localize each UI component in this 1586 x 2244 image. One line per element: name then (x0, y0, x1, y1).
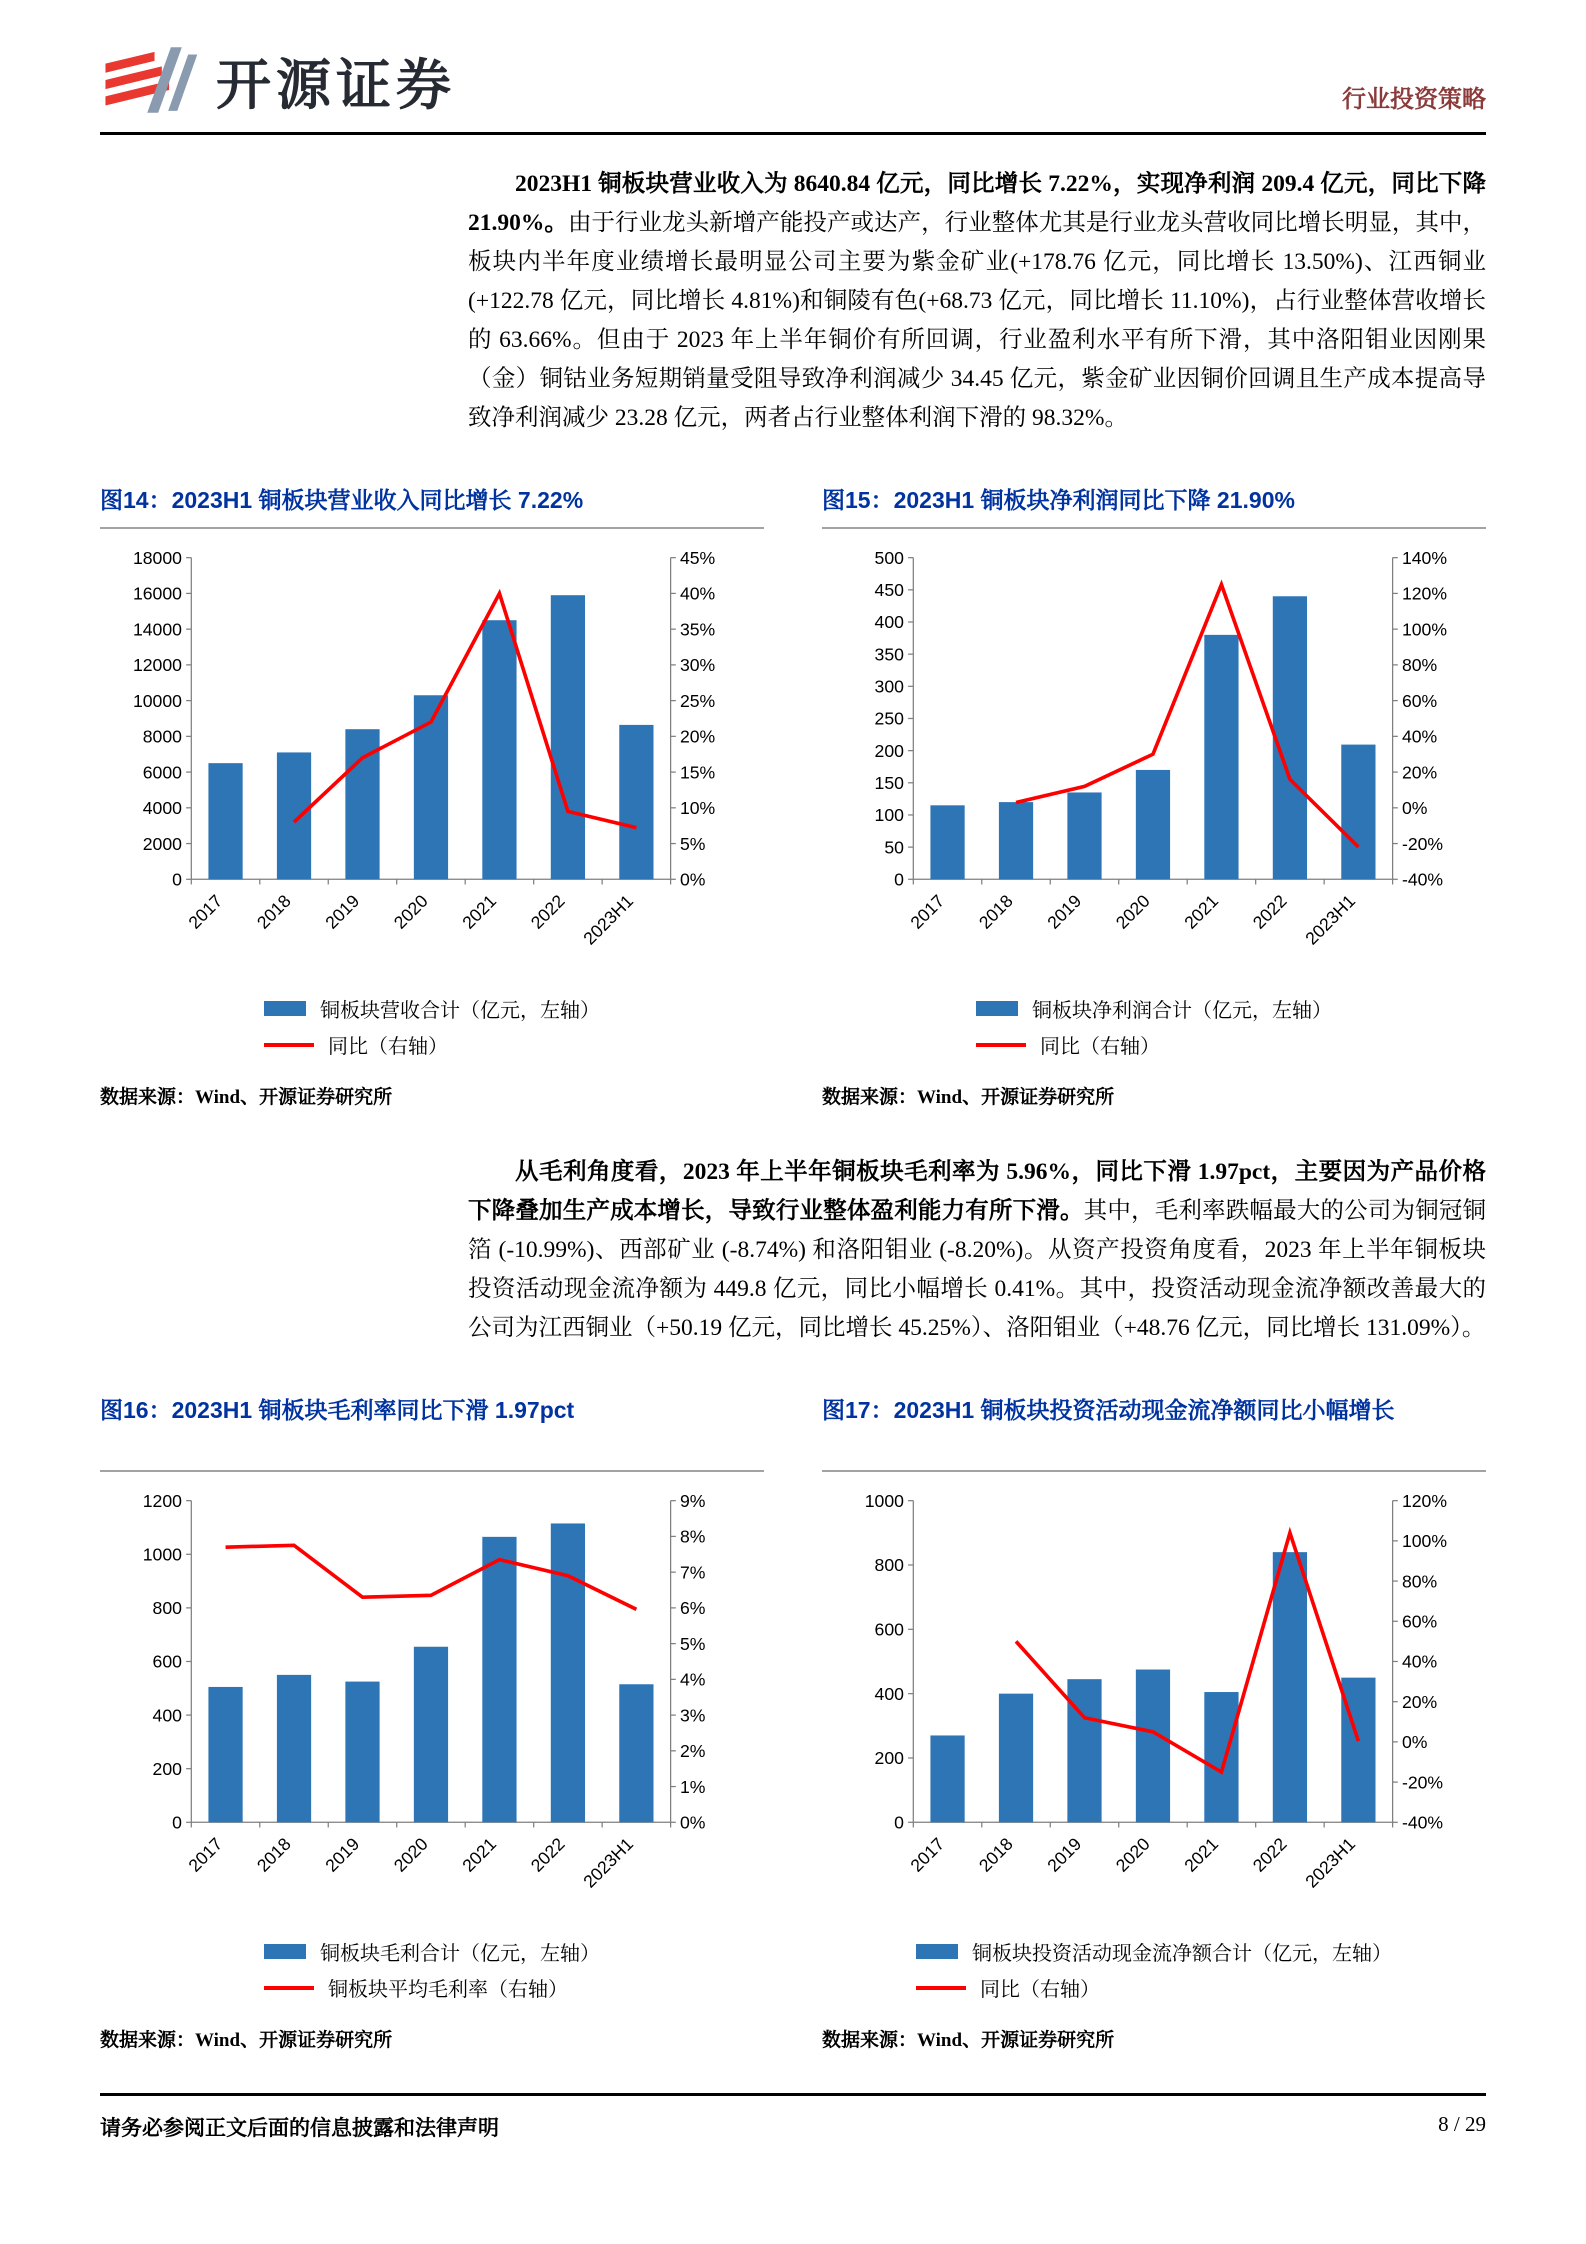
svg-text:10%: 10% (679, 798, 716, 819)
svg-text:0: 0 (894, 869, 904, 890)
svg-text:2021: 2021 (458, 1833, 501, 1876)
svg-text:200: 200 (874, 740, 904, 761)
footer-page-number: 8 / 29 (1438, 2112, 1486, 2136)
paragraph-2-rest: 其中，毛利率跌幅最大的公司为铜冠铜箔 (-10.99%)、西部矿业 (-8.74%) 和洛阳钼业 (-8.20%)。从资产投资角度看，2023 年上半年铜板块投资活动现金流净额为 449.8 亿元，同比小幅增长 0.41%。其中，投资活动现金流净额改善最大的公司为江西铜业（+50.19 亿元，同比增长 45.25%）、洛阳钼业（+48.76 亿元，同比增长 131.09%）。 (468, 1198, 1487, 1342)
svg-text:2023H1: 2023H1 (579, 1833, 638, 1892)
figure-17-title: 图17：2023H1 铜板块投资活动现金流净额同比小幅增长 (822, 1394, 1486, 1472)
svg-text:50: 50 (884, 837, 904, 858)
svg-text:40%: 40% (679, 583, 716, 604)
svg-text:40%: 40% (1401, 726, 1438, 747)
legend-item (264, 1973, 600, 2002)
svg-text:0: 0 (172, 1812, 182, 1833)
svg-text:8%: 8% (679, 1526, 706, 1547)
paragraph-2-lead: 从毛利角度看，2023 年上半年铜板块毛利率为 5.96%，同比下滑 1.97pct，主要因为产品价格下降叠加生产成本增长，导致行业整体盈利能力有所下滑。 (468, 1159, 1486, 1225)
svg-text:500: 500 (874, 547, 904, 568)
svg-text:45%: 45% (679, 547, 716, 568)
svg-text:6%: 6% (679, 1598, 706, 1619)
figure-16-chart (100, 1482, 764, 1930)
svg-text:80%: 80% (1401, 1571, 1438, 1592)
svg-text:2021: 2021 (458, 890, 501, 933)
body-paragraph-2 (468, 1153, 1486, 1348)
legend-item (264, 994, 600, 1023)
svg-text:14000: 14000 (132, 619, 182, 640)
svg-text:2018: 2018 (974, 1833, 1017, 1876)
svg-text:200: 200 (874, 1748, 904, 1769)
svg-text:150: 150 (874, 773, 904, 794)
figure-15-source: 数据来源：Wind、开源证券研究所 (822, 1087, 1115, 1109)
svg-text:2022: 2022 (1248, 890, 1291, 933)
svg-text:2019: 2019 (321, 1833, 364, 1876)
svg-text:140%: 140% (1401, 547, 1448, 568)
svg-text:2017: 2017 (184, 890, 227, 933)
svg-text:30%: 30% (679, 655, 716, 676)
bar-swatch-icon (264, 1944, 306, 1959)
brand-logo (100, 40, 456, 120)
legend-item (916, 1973, 1392, 2002)
figure-14-title: 图14：2023H1 铜板块营业收入同比增长 7.22% (100, 484, 764, 529)
report-type-label: 行业投资策略 (1342, 87, 1486, 113)
svg-text:2022: 2022 (526, 890, 569, 933)
figure-17-legend (822, 1930, 1486, 2009)
svg-text:2018: 2018 (974, 890, 1017, 933)
line-swatch-icon (264, 1043, 314, 1047)
svg-text:6000: 6000 (142, 762, 182, 783)
svg-text:60%: 60% (1401, 690, 1438, 711)
page-header (100, 40, 1486, 135)
kaiyuan-logo-icon (100, 40, 200, 120)
brand-name: 开源证券 (216, 53, 457, 116)
svg-text:1000: 1000 (864, 1491, 904, 1512)
svg-text:4000: 4000 (142, 798, 182, 819)
svg-text:450: 450 (874, 580, 904, 601)
figure-17-source: 数据来源：Wind、开源证券研究所 (822, 2030, 1115, 2052)
svg-text:2022: 2022 (526, 1833, 569, 1876)
legend-item (264, 1937, 600, 1966)
figure-16-source: 数据来源：Wind、开源证券研究所 (100, 2030, 393, 2052)
svg-text:-20%: -20% (1401, 1772, 1444, 1793)
footer-disclaimer: 请务必参阅正文后面的信息披露和法律声明 (100, 2116, 499, 2140)
svg-text:25%: 25% (679, 690, 716, 711)
legend-item (976, 1030, 1332, 1059)
svg-text:1000: 1000 (142, 1544, 182, 1565)
legend-label: 铜板块营收合计（亿元，左轴） (320, 1000, 600, 1023)
svg-text:200: 200 (152, 1759, 182, 1780)
svg-text:350: 350 (874, 644, 904, 665)
svg-text:0%: 0% (1401, 798, 1428, 819)
figure-17 (822, 1394, 1486, 2052)
svg-text:100: 100 (874, 805, 904, 826)
svg-text:0: 0 (172, 869, 182, 890)
bar-swatch-icon (976, 1001, 1018, 1016)
svg-text:35%: 35% (679, 619, 716, 640)
paragraph-1-lead: 2023H1 铜板块营业收入为 8640.84 亿元，同比增长 7.22%，实现净利润 209.4 亿元，同比下降 21.90%。 (468, 171, 1486, 236)
page-footer (100, 2093, 1486, 2142)
figure-15 (822, 484, 1486, 1109)
svg-text:2020: 2020 (1111, 890, 1154, 933)
body-paragraph-1 (468, 165, 1486, 438)
svg-text:4%: 4% (679, 1669, 706, 1690)
svg-text:2%: 2% (679, 1741, 706, 1762)
svg-text:0%: 0% (679, 869, 706, 890)
line-swatch-icon (916, 1986, 966, 1990)
svg-text:1200: 1200 (142, 1491, 182, 1512)
svg-text:3%: 3% (679, 1705, 706, 1726)
svg-text:9%: 9% (679, 1491, 706, 1512)
legend-label: 同比（右轴） (980, 1979, 1100, 2002)
svg-text:120%: 120% (1401, 1491, 1448, 1512)
svg-text:800: 800 (874, 1555, 904, 1576)
legend-item (264, 1030, 600, 1059)
figure-14-source: 数据来源：Wind、开源证券研究所 (100, 1087, 393, 1109)
svg-text:100%: 100% (1401, 619, 1448, 640)
svg-text:5%: 5% (679, 833, 706, 854)
line-swatch-icon (264, 1986, 314, 1990)
svg-text:20%: 20% (1401, 762, 1438, 783)
bar-swatch-icon (264, 1001, 306, 1016)
figure-15-legend (822, 987, 1486, 1066)
svg-text:80%: 80% (1401, 655, 1438, 676)
figure-17-chart (822, 1482, 1486, 1930)
svg-text:16000: 16000 (132, 583, 182, 604)
svg-text:8000: 8000 (142, 726, 182, 747)
figure-row-2 (100, 1394, 1486, 2052)
svg-text:2023H1: 2023H1 (1301, 890, 1360, 949)
svg-text:0: 0 (894, 1812, 904, 1833)
svg-text:2019: 2019 (1043, 1833, 1086, 1876)
figure-16-legend (100, 1930, 764, 2009)
svg-text:2017: 2017 (184, 1833, 227, 1876)
figure-14 (100, 484, 764, 1109)
svg-text:2023H1: 2023H1 (579, 890, 638, 949)
figure-row-1 (100, 484, 1486, 1109)
svg-text:600: 600 (152, 1651, 182, 1672)
legend-item (916, 1937, 1392, 1966)
svg-text:0%: 0% (679, 1812, 706, 1833)
svg-text:250: 250 (874, 708, 904, 729)
figure-16-title: 图16：2023H1 铜板块毛利率同比下滑 1.97pct (100, 1394, 764, 1472)
svg-text:2019: 2019 (1043, 890, 1086, 933)
figure-16 (100, 1394, 764, 2052)
figure-14-chart (100, 539, 764, 987)
svg-text:2018: 2018 (252, 890, 295, 933)
svg-text:400: 400 (874, 1684, 904, 1705)
svg-text:1%: 1% (679, 1776, 706, 1797)
legend-label: 同比（右轴） (328, 1036, 448, 1059)
svg-text:100%: 100% (1401, 1531, 1448, 1552)
svg-text:40%: 40% (1401, 1651, 1438, 1672)
svg-text:600: 600 (874, 1619, 904, 1640)
paragraph-1-rest: 由于行业龙头新增产能投产或达产，行业整体尤其是行业龙头营收同比增长明显，其中，板块内半年度业绩增长最明显公司主要为紫金矿业(+178.76 亿元，同比增长 13.50%)、江西铜业(+122.78 亿元，同比增长 4.81%)和铜陵有色(+68.73 亿元，同比增长 11.10%)，占行业整体营收增长的 63.66%。但由于 2023 年上半年铜价有所回调，行业盈利水平有所下滑，其中洛阳钼业因刚果（金）铜钴业务短期销量受阻导致净利润减少 34.45 亿元，紫金矿业因铜价回调且生产成本提高导致净利润减少 23.28 亿元，两者占行业整体利润下滑的 98.32%。 (468, 210, 1487, 431)
svg-text:-40%: -40% (1401, 869, 1444, 890)
legend-label: 铜板块净利润合计（亿元，左轴） (1032, 1000, 1332, 1023)
svg-text:2017: 2017 (906, 1833, 949, 1876)
svg-text:2020: 2020 (1111, 1833, 1154, 1876)
svg-text:20%: 20% (1401, 1692, 1438, 1713)
svg-text:10000: 10000 (132, 690, 182, 711)
svg-text:400: 400 (152, 1705, 182, 1726)
bar-swatch-icon (916, 1944, 958, 1959)
svg-text:2018: 2018 (252, 1833, 295, 1876)
legend-label: 铜板块平均毛利率（右轴） (328, 1979, 568, 2002)
svg-text:400: 400 (874, 612, 904, 633)
svg-text:2017: 2017 (906, 890, 949, 933)
svg-text:18000: 18000 (132, 547, 182, 568)
svg-text:2021: 2021 (1180, 890, 1223, 933)
svg-text:300: 300 (874, 676, 904, 697)
svg-text:60%: 60% (1401, 1611, 1438, 1632)
svg-text:120%: 120% (1401, 583, 1448, 604)
svg-text:2021: 2021 (1180, 1833, 1223, 1876)
legend-label: 铜板块投资活动现金流净额合计（亿元，左轴） (972, 1943, 1392, 1966)
svg-text:20%: 20% (679, 726, 716, 747)
svg-text:800: 800 (152, 1598, 182, 1619)
legend-item (976, 994, 1332, 1023)
line-swatch-icon (976, 1043, 1026, 1047)
svg-text:5%: 5% (679, 1634, 706, 1655)
svg-text:12000: 12000 (132, 655, 182, 676)
svg-text:2000: 2000 (142, 833, 182, 854)
svg-text:2020: 2020 (389, 890, 432, 933)
svg-text:2023H1: 2023H1 (1301, 1833, 1360, 1892)
legend-label: 铜板块毛利合计（亿元，左轴） (320, 1943, 600, 1966)
svg-text:2019: 2019 (321, 890, 364, 933)
legend-label: 同比（右轴） (1040, 1036, 1160, 1059)
svg-text:0%: 0% (1401, 1732, 1428, 1753)
figure-15-chart (822, 539, 1486, 987)
svg-text:2022: 2022 (1248, 1833, 1291, 1876)
svg-text:-20%: -20% (1401, 833, 1444, 854)
figure-15-title: 图15：2023H1 铜板块净利润同比下降 21.90% (822, 484, 1486, 529)
svg-text:15%: 15% (679, 762, 716, 783)
svg-text:2020: 2020 (389, 1833, 432, 1876)
svg-text:7%: 7% (679, 1562, 706, 1583)
figure-14-legend (100, 987, 764, 1066)
svg-text:-40%: -40% (1401, 1812, 1444, 1833)
